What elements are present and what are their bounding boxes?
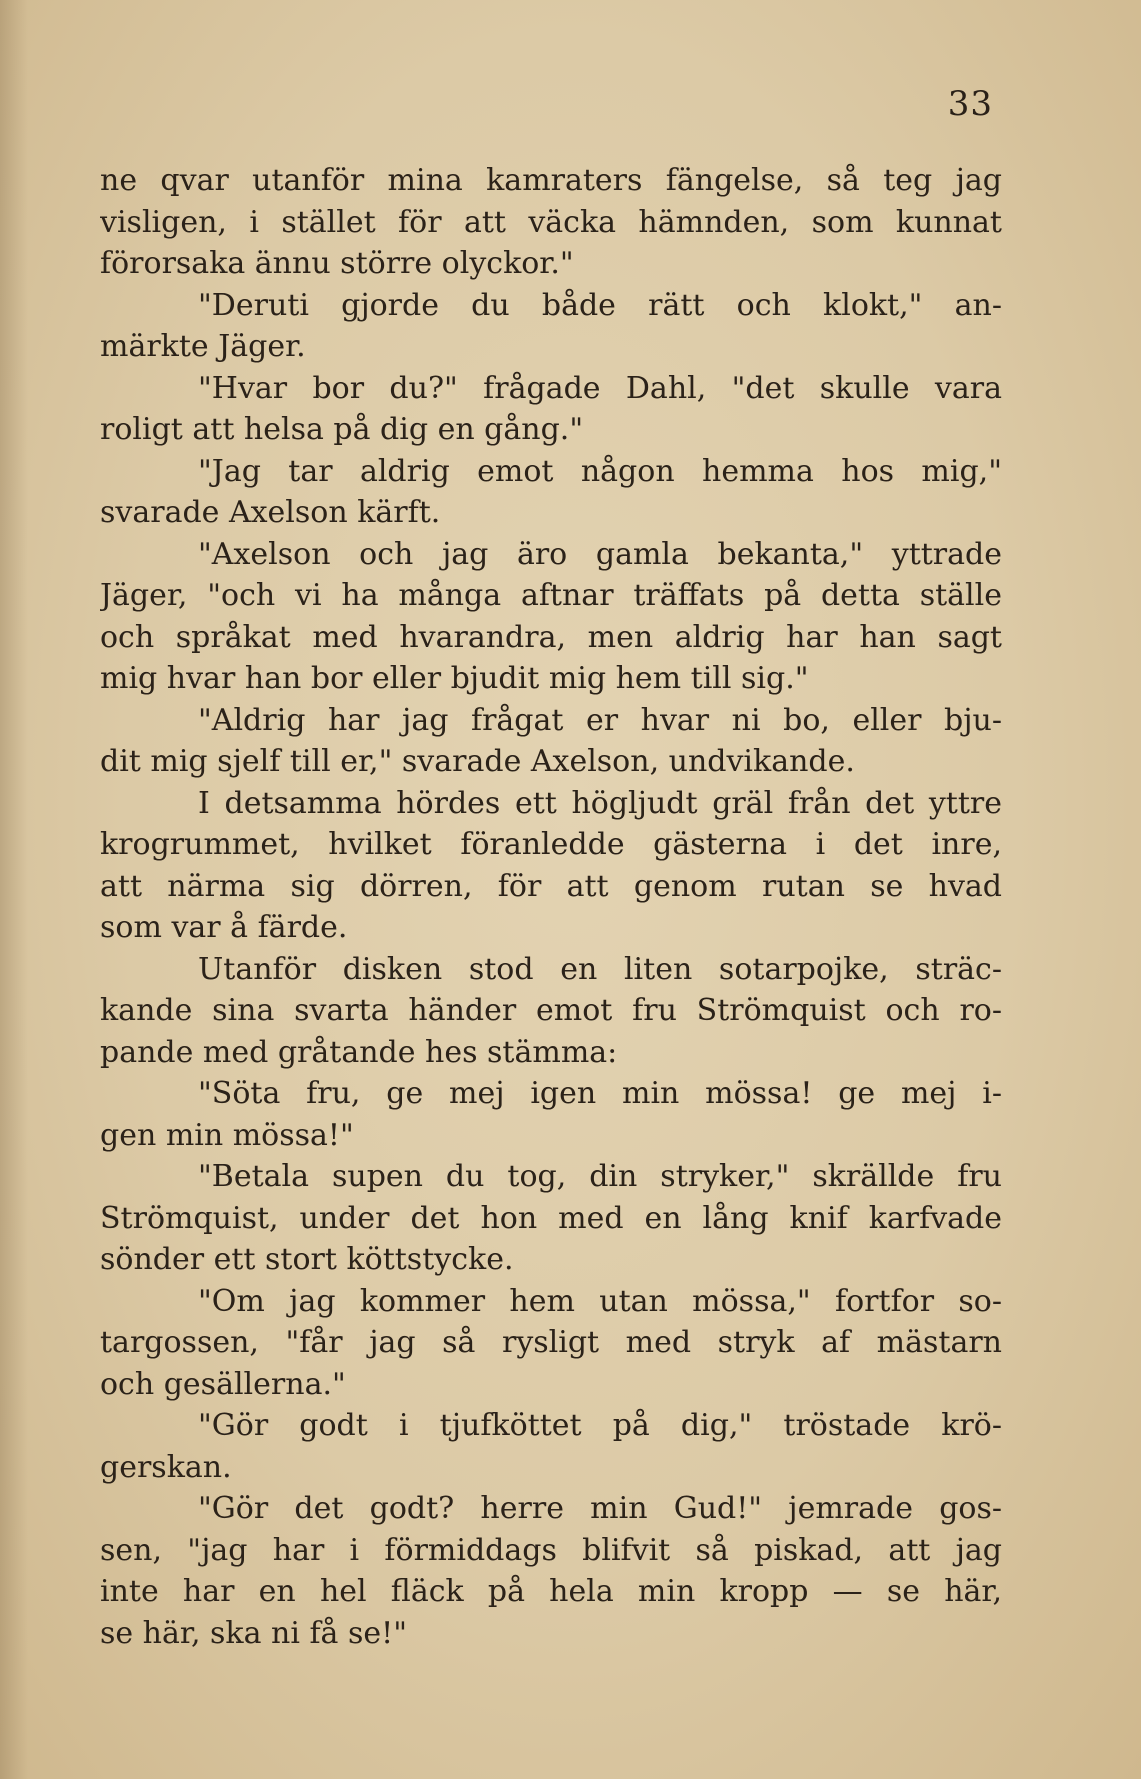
text-line: "Jag tar aldrig emot någon hemma hos mig," [198, 453, 1002, 489]
text-line: "Om jag kommer hem utan mössa," fortfor so- [198, 1283, 1002, 1319]
text-line: mig hvar han bor eller bjudit mig hem till sig." [100, 661, 809, 696]
text-line: "Deruti gjorde du både rätt och klokt," an- [198, 287, 1002, 323]
text-line: kande sina svarta händer emot fru Strömquist och ro- [100, 993, 1002, 1028]
text-line: svarade Axelson kärft. [100, 495, 441, 530]
text-line: krogrummet, hvilket föranledde gästerna i det inre, [100, 827, 1002, 862]
text-line: roligt att helsa på dig en gång." [100, 412, 584, 447]
text-line: "Aldrig har jag frågat er hvar ni bo, eller bju- [198, 702, 1002, 738]
text-line: Jäger, "och vi ha många aftnar träffats på detta ställe [100, 578, 1002, 613]
text-line: "Axelson och jag äro gamla bekanta," yttrade [198, 536, 1002, 572]
text-line: se här, ska ni få se!" [100, 1615, 407, 1651]
text-line: targossen, "får jag så rysligt med stryk af mästarn [100, 1325, 1002, 1360]
text-line: sönder ett stort köttstycke. [100, 1242, 514, 1277]
body-text [100, 160, 1002, 1654]
text-line: och gesällerna." [100, 1366, 346, 1402]
text-line: "Söta fru, ge mej igen min mössa! ge mej i- [198, 1076, 1002, 1111]
text-line: förorsaka ännu större olyckor." [100, 246, 574, 281]
text-line: "Hvar bor du?" frågade Dahl, "det skulle vara [198, 370, 1002, 406]
text-line: gerskan. [100, 1449, 232, 1485]
text-line: "Gör godt i tjufköttet på dig," tröstade krö- [198, 1408, 1002, 1443]
text-line: Utanför disken stod en liten sotarpojke, sträc- [198, 951, 1002, 987]
text-line: dit mig sjelf till er," svarade Axelson, undvikande. [100, 744, 855, 779]
text-line: att närma sig dörren, för att genom rutan se hvad [100, 868, 1002, 904]
text-line: "Gör det godt? herre min Gud!" jemrade gos- [198, 1491, 1002, 1526]
text-line: Strömquist, under det hon med en lång knif karfvade [100, 1200, 1002, 1236]
text-line: märkte Jäger. [100, 329, 306, 364]
text-line: visligen, i stället för att väcka hämnden, som kunnat [100, 204, 1002, 240]
text-line: "Betala supen du tog, din stryker," skrällde fru [198, 1159, 1002, 1194]
text-line: och språkat med hvarandra, men aldrig har han sagt [100, 619, 1002, 655]
text-line: pande med gråtande hes stämma: [100, 1034, 618, 1070]
text-line: som var å färde. [100, 910, 348, 945]
text-line: ne qvar utanför mina kamraters fängelse, så teg jag [100, 163, 1002, 198]
text-line: sen, "jag har i förmiddags blifvit så piskad, att jag [100, 1532, 1002, 1568]
text-line: I detsamma hördes ett högljudt gräl från det yttre [198, 785, 1002, 821]
text-line: gen min mössa!" [100, 1117, 354, 1153]
text-line: inte har en hel fläck på hela min kropp — se här, [100, 1574, 1002, 1609]
page-number: 33 [947, 84, 993, 124]
